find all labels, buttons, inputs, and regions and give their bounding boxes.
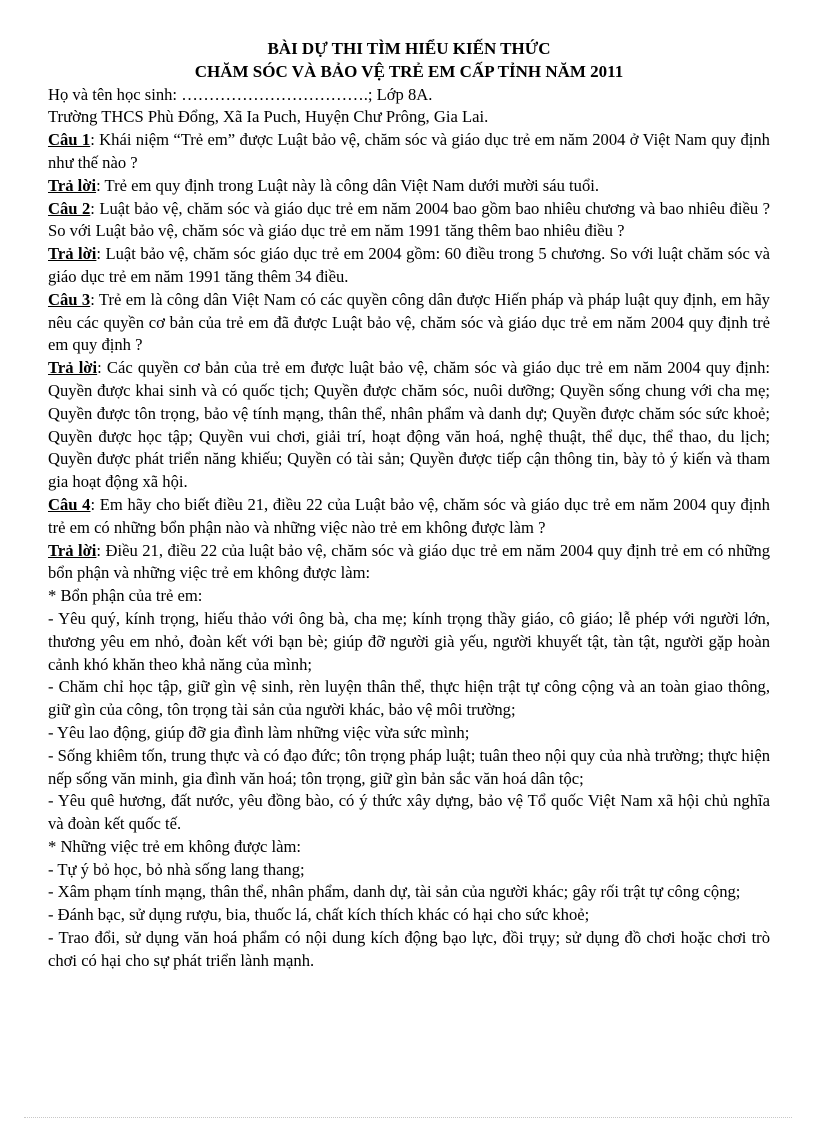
answer-4 [48, 540, 770, 586]
page-bottom-divider [24, 1117, 792, 1118]
question-1 [48, 129, 770, 175]
answer-3-text: : Các quyền cơ bản của trẻ em được luật bảo vệ, chăm sóc và giáo dục trẻ em năm 2004 quy định: Quyền được khai sinh và có quốc tịch; Quyền được chăm sóc, nuôi dưỡng; Quyền sống chung với cha mẹ; Quyền được tôn trọng, bảo vệ tính mạng, thân thể, nhân phẩm và danh dự; Quyền được chăm sóc sức khoẻ; Quyền được học tập; Quyền vui chơi, giải trí, hoạt động văn hoá, nghệ thuật, thể dục, thể thao, du lịch; Quyền được phát triển năng khiếu; Quyền có tài sản; Quyền được tiếp cận thông tin, bày tỏ ý kiến và tham gia hoạt động xã hội. [48, 358, 771, 492]
school-line: Trường THCS Phù Đổng, Xã Ia Puch, Huyện Chư Prông, Gia Lai. [48, 107, 489, 127]
question-1-text: : Khái niệm “Trẻ em” được Luật bảo vệ, chăm sóc và giáo dục trẻ em năm 2004 ở Việt Nam quy định như thế nào ? [48, 130, 770, 172]
question-3-text: : Trẻ em là công dân Việt Nam có các quyền công dân được Hiến pháp và pháp luật quy định, em hãy nêu các quyền cơ bản của trẻ em đã được Luật bảo vệ, chăm sóc và giáo dục trẻ em năm 2004 quy định trẻ em quy định ? [48, 289, 770, 355]
answer-4-text: : Điều 21, điều 22 của luật bảo vệ, chăm sóc và giáo dục trẻ em năm 2004 quy định trẻ em có những bổn phận và những việc trẻ em không được làm: [48, 540, 770, 583]
duty-item: - Yêu quê hương, đất nước, yêu đồng bào, có ý thức xây dựng, bảo vệ Tổ quốc Việt Nam xã hội chủ nghĩa và đoàn kết quốc tế. [48, 791, 770, 834]
duty-item: - Chăm chỉ học tập, giữ gìn vệ sinh, rèn luyện thân thể, thực hiện trật tự công cộng và an toàn giao thông, giữ gìn của công, tôn trọng tài sản của người khác, bảo vệ môi trường; [48, 677, 770, 720]
answer-4-label: Trả lời [48, 540, 97, 560]
document-title-line-1: BÀI DỰ THI TÌM HIỂU KIẾN THỨC [267, 39, 551, 58]
prohibited-item: - Xâm phạm tính mạng, thân thể, nhân phẩm, danh dự, tài sản của người khác; gây rối trật tự công cộng; [48, 882, 741, 902]
answer-2 [48, 243, 770, 289]
answer-2-label: Trả lời [48, 244, 97, 264]
question-4-text: : Em hãy cho biết điều 21, điều 22 của Luật bảo vệ, chăm sóc và giáo dục trẻ em năm 2004 quy định trẻ em có những bổn phận nào và những việc nào trẻ em không được làm ? [48, 494, 770, 537]
answer-1-text: : Trẻ em quy định trong Luật này là công dân Việt Nam dưới mười sáu tuổi. [96, 175, 600, 195]
prohibited-item: - Tự ý bỏ học, bỏ nhà sống lang thang; [48, 859, 305, 879]
question-2 [48, 198, 770, 244]
answer-3-label: Trả lời [48, 358, 98, 378]
question-2-text: : Luật bảo vệ, chăm sóc và giáo dục trẻ em năm 2004 bao gồm bao nhiêu chương và bao nhiêu điều ? So với Luật bảo vệ, chăm sóc và giáo dục trẻ em năm 1991 tăng thêm bao nhiêu điều ? [48, 198, 770, 241]
answer-2-text: : Luật bảo vệ, chăm sóc giáo dục trẻ em 2004 gồm: 60 điều trong 5 chương. So với luật chăm sóc và giáo dục trẻ em năm 1991 tăng thêm 34 điều. [48, 244, 770, 286]
question-3 [48, 289, 770, 357]
duty-item: - Yêu quý, kính trọng, hiếu thảo với ông bà, cha mẹ; kính trọng thầy giáo, cô giáo; lễ phép với người lớn, thương yêu em nhỏ, đoàn kết với bạn bè; giúp đỡ người già yếu, người khuyết tật, tàn tật, người gặp hoàn cảnh khó khăn theo khả năng của mình; [48, 608, 770, 674]
prohibited-item: - Đánh bạc, sử dụng rượu, bia, thuốc lá, chất kích thích khác có hại cho sức khoẻ; [48, 905, 590, 925]
prohibited-heading: * Những việc trẻ em không được làm: [48, 836, 302, 856]
question-4-label: Câu 4 [48, 494, 91, 514]
answer-1 [48, 175, 770, 198]
question-2-label: Câu 2 [48, 198, 91, 218]
document-body [48, 36, 770, 973]
answer-3 [48, 357, 770, 494]
question-3-label: Câu 3 [48, 289, 91, 309]
document-title-line-2: CHĂM SÓC VÀ BẢO VỆ TRẺ EM CẤP TỈNH NĂM 2011 [194, 61, 624, 81]
duty-item: - Yêu lao động, giúp đỡ gia đình làm những việc vừa sức mình; [48, 722, 470, 742]
prohibited-item: - Trao đổi, sử dụng văn hoá phẩm có nội dung kích động bạo lực, đồi trụy; sử dụng đồ chơi hoặc chơi trò chơi có hại cho sự phát triển lành mạnh. [48, 928, 770, 970]
duty-item: - Sống khiêm tốn, trung thực và có đạo đức; tôn trọng pháp luật; tuân theo nội quy của nhà trường; thực hiện nếp sống văn minh, gia đình văn hoá; tôn trọng, giữ gìn bản sắc văn hoá dân tộc; [48, 745, 770, 788]
answer-1-label: Trả lời [48, 175, 97, 195]
question-1-label: Câu 1 [48, 130, 91, 150]
duties-heading: * Bổn phận của trẻ em: [48, 586, 203, 606]
student-name-line: Họ và tên học sinh: …………………………….; Lớp 8A. [48, 84, 433, 104]
question-4 [48, 494, 770, 540]
